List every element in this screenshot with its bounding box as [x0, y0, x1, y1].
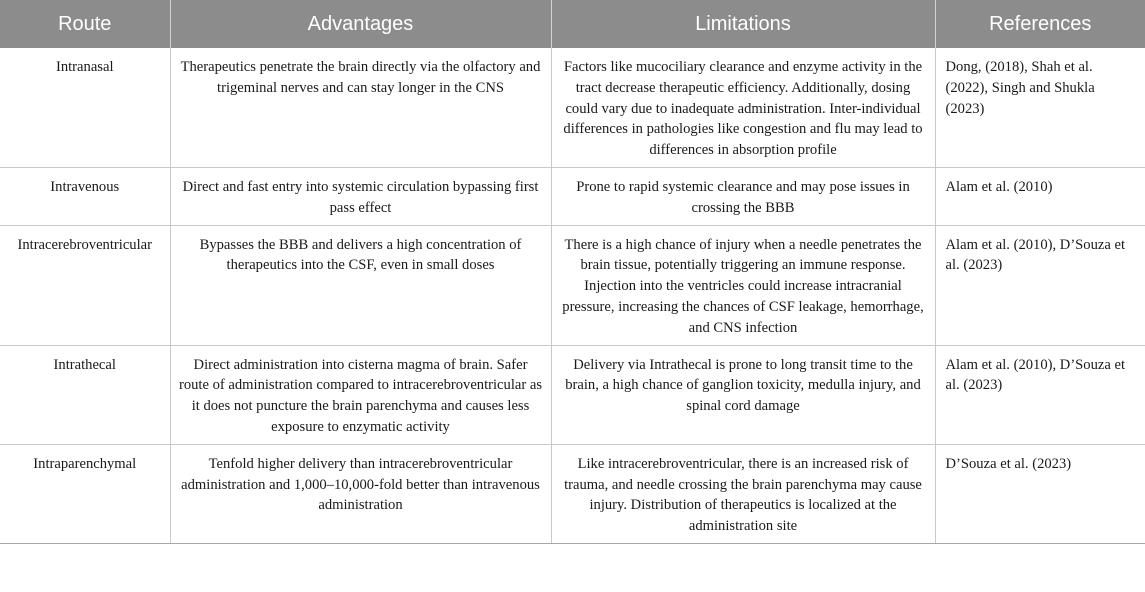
limitations-cell: There is a high chance of injury when a needle penetrates the brain tissue, potentially triggering an immune response. Injection into the ventricles could increase intracranial pressure, increasing the chances of CSF leakage, hemorrhage, and CNS infection	[551, 225, 935, 345]
header-references: References	[935, 0, 1145, 48]
limitations-cell: Like intracerebroventricular, there is an increased risk of trauma, and needle crossing the brain parenchyma may cause injury. Distribution of therapeutics is localized at the administration site	[551, 444, 935, 543]
route-cell: Intravenous	[0, 167, 170, 225]
limitations-cell: Factors like mucociliary clearance and enzyme activity in the tract decrease therapeutic efficiency. Additionally, dosing could vary due to inadequate administration. Inter-individual differences in pathologies like congestion and flu may lead to differences in absorption profile	[551, 48, 935, 167]
table-row	[0, 48, 1145, 167]
references-cell: D’Souza et al. (2023)	[935, 444, 1145, 543]
table-body	[0, 48, 1145, 543]
route-cell: Intrathecal	[0, 345, 170, 444]
table-row	[0, 167, 1145, 225]
advantages-cell: Bypasses the BBB and delivers a high concentration of therapeutics into the CSF, even in small doses	[170, 225, 551, 345]
table-row	[0, 225, 1145, 345]
limitations-cell: Prone to rapid systemic clearance and may pose issues in crossing the BBB	[551, 167, 935, 225]
table-row	[0, 345, 1145, 444]
advantages-cell: Direct administration into cisterna magma of brain. Safer route of administration compared to intracerebroventricular as it does not puncture the brain parenchyma and causes less exposure to enzymatic activity	[170, 345, 551, 444]
header-limitations: Limitations	[551, 0, 935, 48]
table-row	[0, 444, 1145, 543]
route-cell: Intraparenchymal	[0, 444, 170, 543]
references-cell: Dong, (2018), Shah et al. (2022), Singh and Shukla (2023)	[935, 48, 1145, 167]
advantages-cell: Tenfold higher delivery than intracerebroventricular administration and 1,000–10,000-fold better than intravenous administration	[170, 444, 551, 543]
advantages-cell: Direct and fast entry into systemic circulation bypassing first pass effect	[170, 167, 551, 225]
references-cell: Alam et al. (2010), D’Souza et al. (2023)	[935, 345, 1145, 444]
header-advantages: Advantages	[170, 0, 551, 48]
route-cell: Intracerebroventricular	[0, 225, 170, 345]
header-row	[0, 0, 1145, 48]
route-cell: Intranasal	[0, 48, 170, 167]
limitations-cell: Delivery via Intrathecal is prone to long transit time to the brain, a high chance of ganglion toxicity, medulla injury, and spinal cord damage	[551, 345, 935, 444]
header-route: Route	[0, 0, 170, 48]
references-cell: Alam et al. (2010)	[935, 167, 1145, 225]
references-cell: Alam et al. (2010), D’Souza et al. (2023)	[935, 225, 1145, 345]
table-header	[0, 0, 1145, 48]
advantages-cell: Therapeutics penetrate the brain directly via the olfactory and trigeminal nerves and can stay longer in the CNS	[170, 48, 551, 167]
